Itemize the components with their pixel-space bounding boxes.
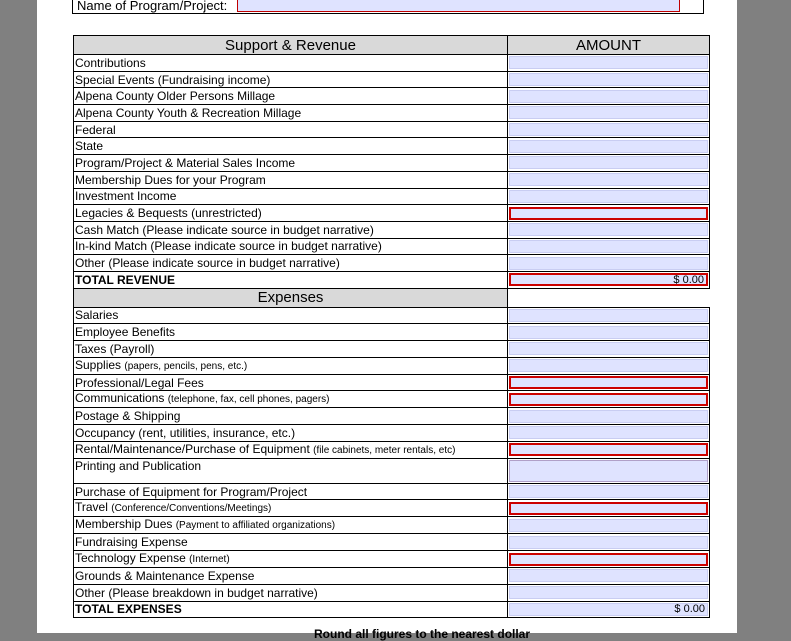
revenue-label — [74, 188, 508, 205]
amount-input[interactable] — [509, 359, 708, 372]
expenses-label-note: (Payment to affiliated organizations) — [175, 520, 336, 532]
amount-input[interactable] — [509, 106, 708, 119]
revenue-label — [74, 171, 508, 188]
amount-input[interactable] — [509, 460, 708, 482]
revenue-label — [74, 205, 508, 222]
total-expenses-label: TOTAL EXPENSES — [74, 601, 508, 618]
amount-header: AMOUNT — [508, 36, 710, 55]
revenue-label-text: Legacies & Bequests (unrestricted) — [75, 206, 262, 221]
expenses-label-text: Supplies — [75, 357, 122, 372]
expenses-label-text: Technology Expense — [75, 551, 186, 566]
amount-input[interactable] — [509, 410, 708, 423]
expenses-label — [74, 551, 508, 568]
amount-input[interactable] — [509, 536, 708, 549]
revenue-label — [74, 71, 508, 88]
revenue-row — [74, 71, 710, 88]
revenue-label-text: In-kind Match (Please indicate source in budget narrative) — [75, 239, 382, 254]
revenue-label-text: Alpena County Youth & Recreation Millage — [75, 105, 302, 120]
expenses-row — [74, 517, 710, 534]
amount-input[interactable] — [509, 123, 708, 136]
expenses-label-text: Other (Please breakdown in budget narrative) — [75, 585, 318, 600]
amount-input[interactable] — [509, 376, 708, 389]
expenses-row — [74, 374, 710, 391]
revenue-label — [74, 238, 508, 255]
amount-input[interactable] — [509, 426, 708, 439]
expenses-label-text: Communications — [75, 391, 165, 406]
expenses-label — [74, 483, 508, 500]
expenses-row — [74, 534, 710, 551]
expenses-label-text: Purchase of Equipment for Program/Project — [75, 484, 308, 499]
total-revenue-label: TOTAL REVENUE — [74, 271, 508, 288]
revenue-row — [74, 88, 710, 105]
program-name-label: Name of Program/Project: — [77, 0, 228, 13]
revenue-row — [74, 255, 710, 272]
amount-input[interactable] — [509, 156, 708, 169]
expenses-label — [74, 441, 508, 458]
expenses-row — [74, 551, 710, 568]
amount-cell — [508, 155, 710, 172]
expenses-label — [74, 341, 508, 358]
expenses-label-text: Occupancy (rent, utilities, insurance, etc.) — [75, 425, 296, 440]
revenue-label — [74, 55, 508, 72]
revenue-row — [74, 121, 710, 138]
expenses-row — [74, 307, 710, 324]
expenses-label — [74, 307, 508, 324]
amount-cell — [508, 307, 710, 324]
expenses-row — [74, 408, 710, 425]
amount-input[interactable] — [509, 485, 708, 498]
expenses-row — [74, 425, 710, 442]
program-name-field[interactable] — [237, 0, 680, 12]
amount-cell — [508, 500, 710, 517]
expenses-label-note: (papers, pencils, pens, etc.) — [124, 360, 248, 372]
expenses-label — [74, 584, 508, 601]
expenses-row — [74, 341, 710, 358]
amount-input[interactable] — [509, 207, 708, 220]
amount-cell — [508, 105, 710, 122]
revenue-label — [74, 221, 508, 238]
expenses-row — [74, 391, 710, 408]
revenue-row — [74, 205, 710, 222]
amount-input[interactable] — [509, 586, 708, 599]
amount-input[interactable] — [509, 309, 708, 322]
amount-cell — [508, 391, 710, 408]
revenue-row — [74, 238, 710, 255]
revenue-row — [74, 221, 710, 238]
form-page — [37, 0, 737, 641]
total-expenses-cell — [508, 601, 710, 618]
revenue-label — [74, 88, 508, 105]
amount-cell — [508, 441, 710, 458]
expenses-label-text: Printing and Publication — [75, 458, 202, 473]
amount-cell — [508, 425, 710, 442]
revenue-row — [74, 105, 710, 122]
expenses-header: Expenses — [74, 288, 508, 307]
expenses-row — [74, 324, 710, 341]
amount-input[interactable] — [509, 326, 708, 339]
revenue-label-text: Alpena County Older Persons Millage — [75, 89, 276, 104]
expenses-label — [74, 374, 508, 391]
amount-cell — [508, 458, 710, 483]
revenue-label-text: Program/Project & Material Sales Income — [75, 155, 296, 170]
expenses-label — [74, 357, 508, 374]
expenses-label-text: Membership Dues — [75, 517, 173, 532]
revenue-label — [74, 138, 508, 155]
expenses-label-note: (Conference/Conventions/Meetings) — [111, 503, 272, 515]
expenses-label-text: Grounds & Maintenance Expense — [75, 568, 255, 583]
amount-input[interactable] — [509, 519, 708, 532]
amount-cell — [508, 517, 710, 534]
expenses-row — [74, 483, 710, 500]
expenses-label — [74, 324, 508, 341]
revenue-row — [74, 55, 710, 72]
revenue-label-text: Other (Please indicate source in budget narrative) — [75, 256, 340, 271]
revenue-row — [74, 188, 710, 205]
expenses-label — [74, 517, 508, 534]
amount-cell — [508, 55, 710, 72]
revenue-label-text: State — [75, 139, 104, 154]
expenses-label-text: Travel — [75, 500, 108, 515]
revenue-label — [74, 121, 508, 138]
expenses-row — [74, 441, 710, 458]
amount-cell — [508, 221, 710, 238]
revenue-label — [74, 105, 508, 122]
amount-input[interactable] — [509, 56, 708, 69]
program-name-row — [72, 0, 704, 14]
revenue-label-text: Cash Match (Please indicate source in budget narrative) — [75, 222, 374, 237]
expenses-row — [74, 584, 710, 601]
total-expenses-row — [74, 601, 710, 618]
revenue-label — [74, 255, 508, 272]
amount-input[interactable] — [509, 393, 708, 406]
amount-cell — [508, 238, 710, 255]
amount-cell — [508, 341, 710, 358]
amount-input[interactable] — [509, 173, 708, 186]
amount-cell — [508, 255, 710, 272]
revenue-label-text: Federal — [75, 122, 116, 137]
expenses-label-text: Employee Benefits — [75, 325, 176, 340]
amount-input[interactable] — [509, 240, 708, 253]
amount-cell — [508, 171, 710, 188]
total-revenue-cell — [508, 271, 710, 288]
amount-input[interactable] — [509, 342, 708, 355]
revenue-label — [74, 155, 508, 172]
total-expenses-value: $ 0.00 — [509, 603, 708, 616]
amount-cell — [508, 357, 710, 374]
expenses-row — [74, 357, 710, 374]
revenue-row — [74, 138, 710, 155]
amount-cell — [508, 71, 710, 88]
expenses-label-text: Taxes (Payroll) — [75, 341, 155, 356]
expenses-label — [74, 500, 508, 517]
amount-input[interactable] — [509, 90, 708, 103]
revenue-label-text: Membership Dues for your Program — [75, 172, 266, 187]
expenses-label-note: (telephone, fax, cell phones, pagers) — [167, 394, 330, 406]
expenses-label — [74, 534, 508, 551]
amount-input[interactable] — [509, 190, 708, 203]
amount-input[interactable] — [509, 223, 708, 236]
amount-cell — [508, 534, 710, 551]
revenue-label-text: Contributions — [75, 55, 146, 70]
expenses-header-row — [74, 288, 710, 307]
amount-cell — [508, 568, 710, 585]
budget-table — [73, 35, 710, 618]
expenses-label-text: Salaries — [75, 308, 119, 323]
support-revenue-header: Support & Revenue — [74, 36, 508, 55]
total-revenue-row — [74, 271, 710, 288]
amount-cell — [508, 483, 710, 500]
revenue-label-text: Investment Income — [75, 189, 177, 204]
amount-cell — [508, 88, 710, 105]
expenses-label-text: Professional/Legal Fees — [75, 375, 204, 390]
expenses-label — [74, 408, 508, 425]
amount-input[interactable] — [509, 569, 708, 582]
expenses-label-text: Postage & Shipping — [75, 409, 181, 424]
amount-input[interactable] — [509, 140, 708, 153]
amount-cell — [508, 584, 710, 601]
amount-input[interactable] — [509, 73, 708, 86]
revenue-label-text: Special Events (Fundraising income) — [75, 72, 271, 87]
expenses-row — [74, 458, 710, 483]
amount-cell — [508, 138, 710, 155]
amount-cell — [508, 121, 710, 138]
expenses-label-text: Rental/Maintenance/Purchase of Equipment — [75, 441, 310, 456]
revenue-row — [74, 171, 710, 188]
expenses-label — [74, 425, 508, 442]
amount-input[interactable] — [509, 257, 708, 270]
amount-input[interactable] — [509, 502, 708, 515]
expenses-label-note: (file cabinets, meter rentals, etc) — [313, 444, 456, 456]
expenses-label — [74, 458, 508, 483]
amount-cell — [508, 551, 710, 568]
amount-cell — [508, 408, 710, 425]
expenses-row — [74, 568, 710, 585]
support-header-row — [74, 36, 710, 55]
amount-cell — [508, 188, 710, 205]
expenses-label-note: (Internet) — [189, 554, 230, 566]
expenses-label-text: Fundraising Expense — [75, 535, 188, 550]
amount-cell — [508, 205, 710, 222]
revenue-row — [74, 155, 710, 172]
amount-cell — [508, 374, 710, 391]
rounding-note: Round all figures to the nearest dollar — [314, 627, 531, 641]
expenses-label — [74, 391, 508, 408]
amount-cell — [508, 324, 710, 341]
amount-input[interactable] — [509, 443, 708, 456]
total-revenue-value: $ 0.00 — [509, 273, 708, 286]
expenses-row — [74, 500, 710, 517]
expenses-header-blank — [508, 288, 710, 307]
amount-input[interactable] — [509, 553, 708, 566]
expenses-label — [74, 568, 508, 585]
